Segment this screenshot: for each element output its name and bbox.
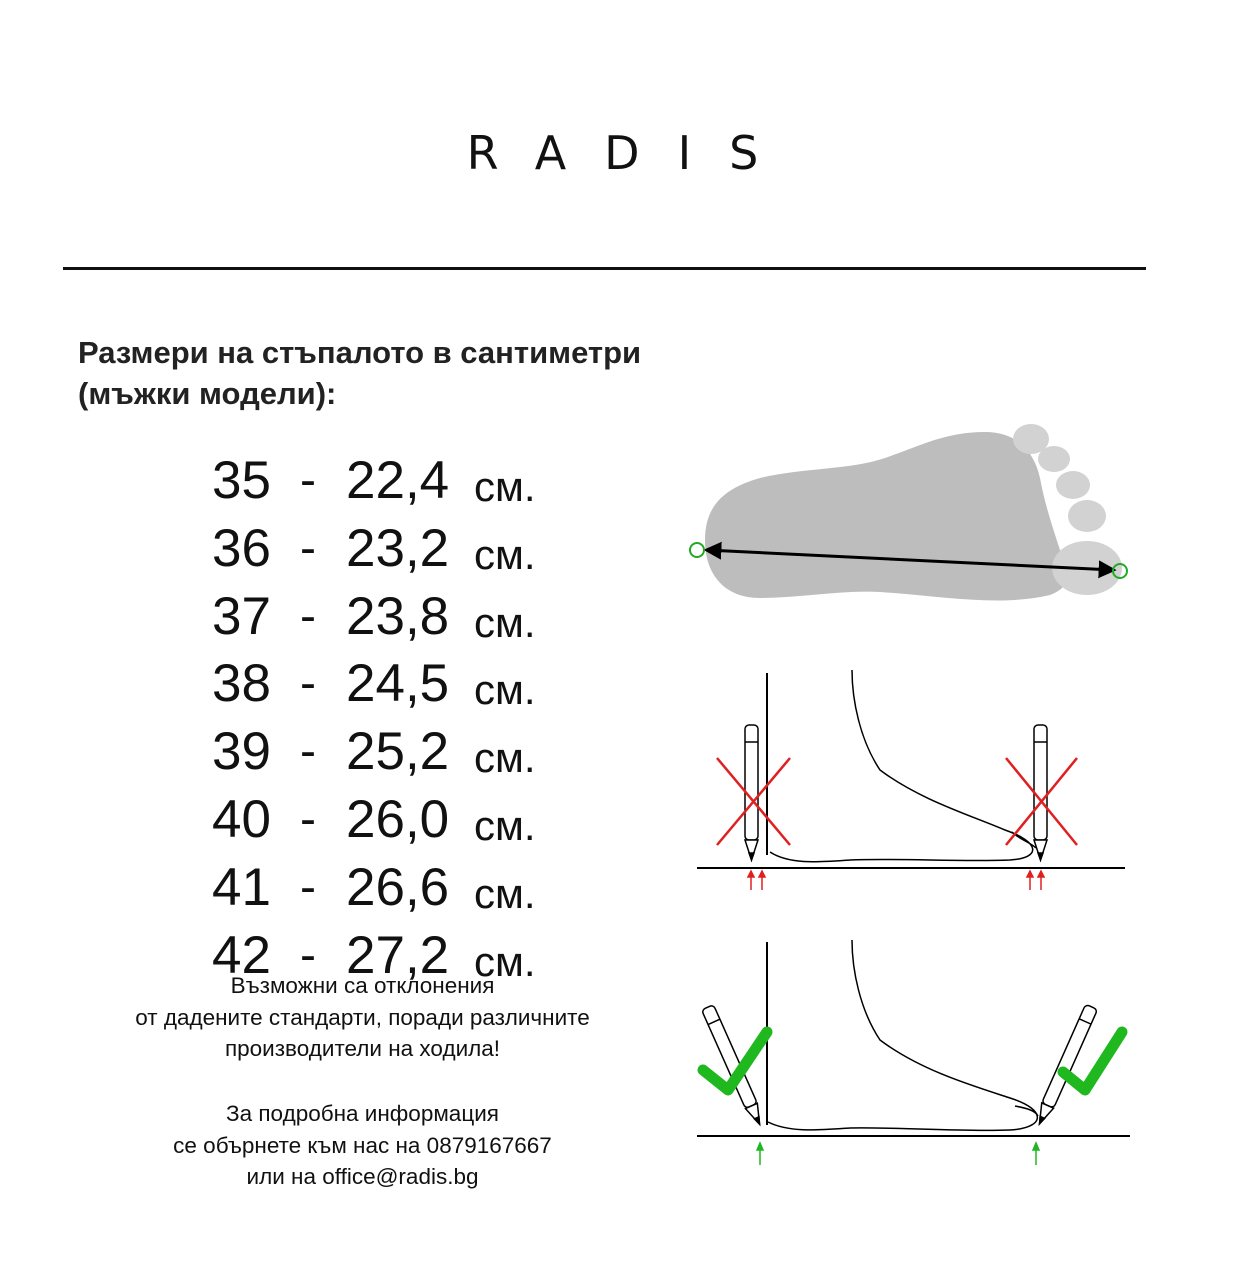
size-number: 39: [212, 722, 271, 782]
size-number: 38: [212, 654, 271, 714]
size-separator: -: [300, 657, 316, 711]
size-separator: -: [300, 725, 316, 779]
foot-length: 23,8: [346, 586, 450, 646]
size-separator: -: [300, 589, 316, 643]
foot-length: 26,0: [346, 789, 450, 849]
size-number: 36: [212, 518, 271, 578]
heel-marker-icon: [690, 543, 704, 557]
size-separator: -: [300, 792, 316, 846]
size-separator: -: [300, 860, 316, 914]
foot-length: 26,6: [346, 857, 450, 917]
size-number: 42: [212, 925, 271, 985]
length-unit: см.: [474, 734, 536, 782]
length-unit: см.: [474, 598, 536, 646]
green-up-arrow-icon: [757, 1143, 1039, 1165]
pencil-icon: [1034, 725, 1047, 860]
size-number: 40: [212, 789, 271, 849]
length-unit: см.: [474, 666, 536, 714]
pencil-icon: [1034, 1004, 1098, 1126]
disclaimer-line-2: от дадените стандарти, поради различните: [135, 1004, 590, 1030]
size-separator: -: [300, 928, 316, 982]
length-unit: см.: [474, 869, 536, 917]
foot-outline-icon: [705, 424, 1122, 600]
heading-line-1: Размери на стъпалото в сантиметри: [78, 335, 642, 370]
disclaimer-line-3: производители на ходила!: [224, 1036, 501, 1061]
disclaimer-line-1: Възможни са отклонения: [230, 973, 495, 998]
foot-length: 22,4: [346, 451, 450, 510]
length-unit: см.: [474, 463, 536, 510]
foot-length: 23,2: [346, 518, 450, 578]
size-separator: -: [300, 521, 316, 575]
red-up-arrows-icon: [748, 871, 1044, 890]
foot-length: 25,2: [346, 722, 450, 782]
size-separator: -: [300, 454, 316, 507]
length-unit: см.: [474, 937, 536, 985]
size-number: 41: [212, 857, 271, 917]
size-number: 37: [212, 586, 271, 646]
length-unit: см.: [474, 801, 536, 849]
brand-logo: RADIS: [466, 126, 797, 180]
wrong-method-diagram: [697, 670, 1125, 868]
pencil-icon: [702, 1005, 766, 1127]
length-unit: см.: [474, 530, 536, 578]
foot-length: 24,5: [346, 654, 450, 714]
foot-length: 27,2: [346, 925, 450, 985]
heading-line-2: (мъжки модели):: [78, 376, 337, 411]
contact-line-2: се обърнете към нас на 0879167667: [173, 1132, 552, 1158]
contact-line-1: За подробна информация: [226, 1101, 499, 1126]
contact-line-3: или на office@radis.bg: [246, 1164, 479, 1189]
size-number: 35: [212, 451, 271, 510]
